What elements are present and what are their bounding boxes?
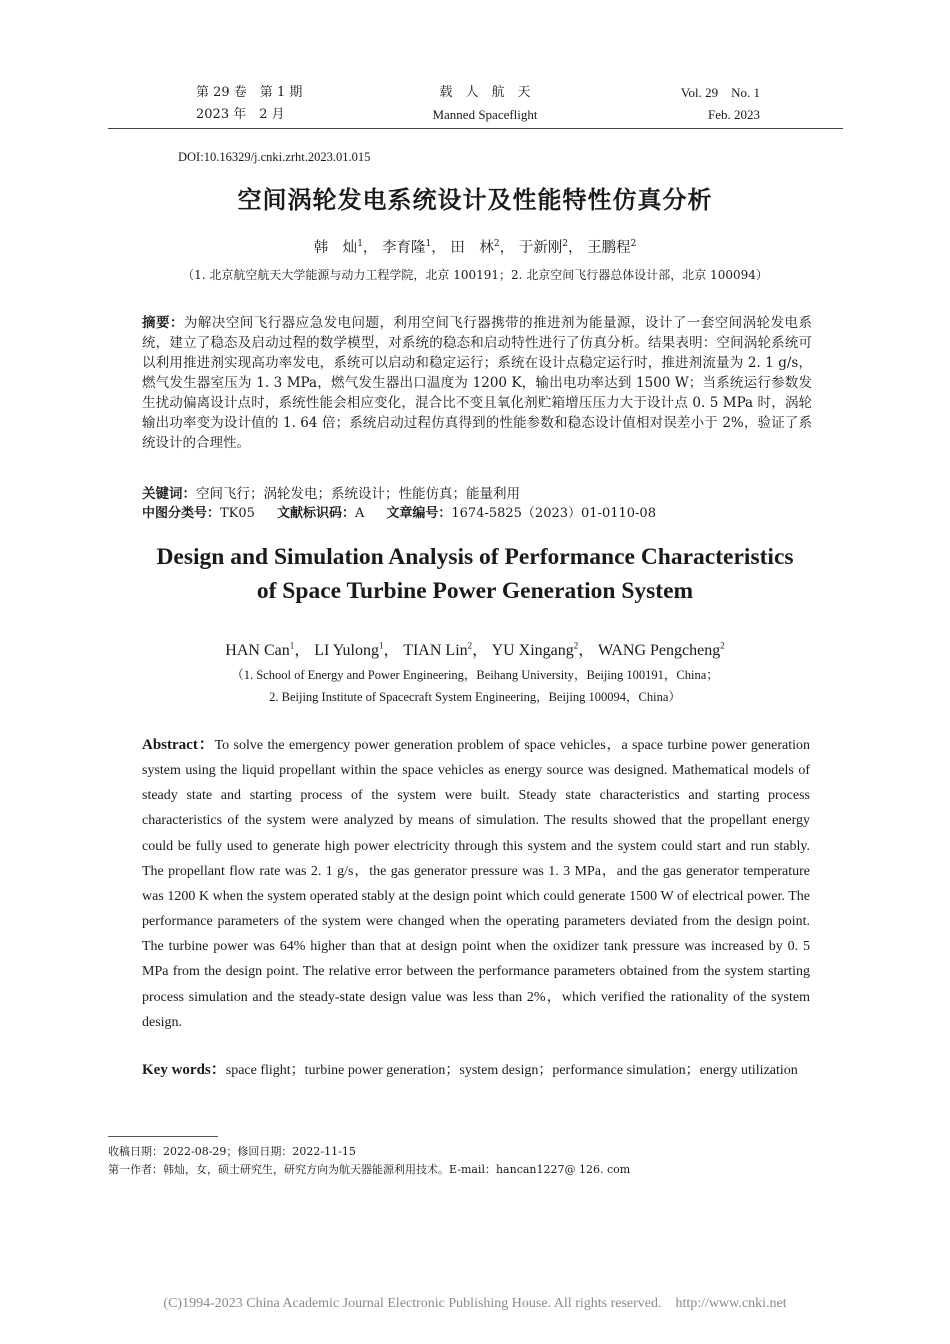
author-zh: 王鹏程$^2$ [587,239,637,256]
journal-name-zh: 载 人 航 天 [439,85,531,100]
keywords-en-text: space flight；turbine power generation；system design；performance simulation；energy utilization [225,1063,798,1078]
journal-name [380,82,590,126]
keywords-en [142,1058,810,1083]
date-zh: 2023 年 2 月 [196,107,285,122]
title-zh: 空间涡轮发电系统设计及性能特性仿真分析 [237,185,713,214]
clc-value: TK05 [220,506,255,521]
footnote-rule [108,1136,218,1137]
title-en [0,540,950,608]
keywords-en-label: Key words： [142,1062,226,1078]
title-en-line2: of Space Turbine Power Generation System [256,578,694,604]
author-en: HAN Can$^1$ [225,640,295,659]
author-en: LI Yulong$^1$ [314,640,384,659]
footnote [108,1143,630,1179]
volume-issue-zh: 第 29 卷 第 1 期 [196,85,303,100]
abstract-en [142,733,810,1035]
affiliation-zh: （1. 北京航空航天大学能源与动力工程学院，北京 100191；2. 北京空间飞行器总体设计部，北京 100094） [182,268,768,282]
article-no-value: 1674-5825（2023）01-0110-08 [451,506,656,521]
author-zh: 韩 灿$^1$ [313,239,363,256]
abstract-zh-label: 摘要： [142,315,184,331]
date-en: Feb. 2023 [708,107,760,122]
affiliation-en-line2: 2. Beijing Institute of Spacecraft System Engineering，Beijing 100094，China） [269,690,681,704]
journal-issue-zh [196,82,302,126]
keywords-zh [142,484,812,504]
footnote-dates: 收稿日期：2022-08-29；修回日期：2022-11-15 [108,1145,356,1158]
title-en-line1: Design and Simulation Analysis of Performance Characteristics [156,544,794,570]
classification-zh [142,504,812,524]
cnki-link[interactable]: http://www.cnki.net [675,1296,787,1311]
journal-name-en: Manned Spaceflight [432,107,538,122]
abstract-en-text: To solve the emergency power generation problem of space vehicles，a space turbine power generation system using the liquid propellant within the space vehicles as energy source was designed. Mathematical models of steady state and starting process of the system were built. Steady state characteristics and starting process characteristics of the system were analyzed by means of simulation. The results showed that the propellant energy could be fully used to generate high power electricity through this system and the system could start and run stably. The propellant flow rate was 2. 1 g/s，the gas generator pressure was 1. 3 MPa，and the gas generator temperature was 1200 K when the system operated stably at the design point which could generate 1500 W of electrical power. The performance parameters of the system were changed when the operating parameters deviated from the design point. The turbine power was 64% higher than that at design point when the oxidizer tank pressure was increased by 0. 5 MPa from the design point. The relative error between the performance parameters obtained from the system starting process simulation and the steady-state design value was less than 2%，which verified the rationality of the system design. [142,738,810,1030]
abstract-en-label: Abstract： [142,737,215,753]
keywords-zh-text: 空间飞行；涡轮发电；系统设计；性能仿真；能量利用 [196,486,520,502]
clc-label: 中图分类号： [142,506,221,521]
author-zh: 李育隆$^1$ [382,239,432,256]
doi[interactable]: DOI:10.16329/j.cnki.zrht.2023.01.015 [178,150,371,164]
doc-code-label: 文献标识码： [276,506,355,521]
authors-zh: 韩 灿$^1$， 李育隆$^1$， 田 林$^2$， 于新刚$^2$， 王鹏程$^2$ [313,239,637,256]
author-zh: 于新刚$^2$ [518,239,568,256]
footnote-author: 第一作者：韩灿，女，硕士研究生，研究方向为航天器能源利用技术。E-mail：hancan1227@ 126. com [108,1163,631,1176]
copyright-notice [0,1296,950,1312]
keywords-zh-label: 关键词： [142,486,196,502]
volume-issue-en: Vol. 29 No. 1 [680,85,760,100]
header-rule [108,128,843,129]
author-en: TIAN Lin$^2$ [403,640,473,659]
affiliation-en-line1: （1. School of Energy and Power Engineering，Beihang University，Beijing 100191，China； [231,668,719,682]
affiliation-en [0,664,950,708]
author-en: WANG Pengcheng$^2$ [598,640,725,659]
author-en: YU Xingang$^2$ [491,640,579,659]
article-no-label: 文章编号： [386,506,452,521]
journal-issue-en [660,82,760,126]
authors-en: HAN Can$^1$， LI Yulong$^1$， TIAN Lin$^2$， YU Xingang$^2$， WANG Pengcheng$^2$ [225,640,725,659]
doc-code-value: A [354,506,365,521]
abstract-zh-text: 为解决空间飞行器应急发电问题，利用空间飞行器携带的推进剂为能量源，设计了一套空间涡轮发电系统，建立了稳态及启动过程的数学模型，对系统的稳态和启动特性进行了仿真分析。结果表明：空间涡轮系统可以利用推进剂实现高功率发电，系统可以启动和稳定运行；系统在设计点稳定运行时，推进剂流量为 2. 1 g/s，燃气发生器室压为 1. 3 MPa，燃气发生器出口温度为 1200 K，输出电功率达到 1500 W；当系统运行参数发生扰动偏离设计点时，系统性能会相应变化，混合比不变且氧化剂贮箱增压压力大于设计点 0. 5 MPa 时，涡轮输出功率变为设计值的 1. 64 倍；系统启动过程仿真得到的性能参数和稳态设计值相对误差小于 2%，验证了系统设计的合理性。 [142,315,813,451]
abstract-zh [142,313,812,453]
author-zh: 田 林$^2$ [450,239,500,256]
copyright-text: (C)1994-2023 China Academic Journal Electronic Publishing House. All rights reserved. [163,1296,662,1311]
